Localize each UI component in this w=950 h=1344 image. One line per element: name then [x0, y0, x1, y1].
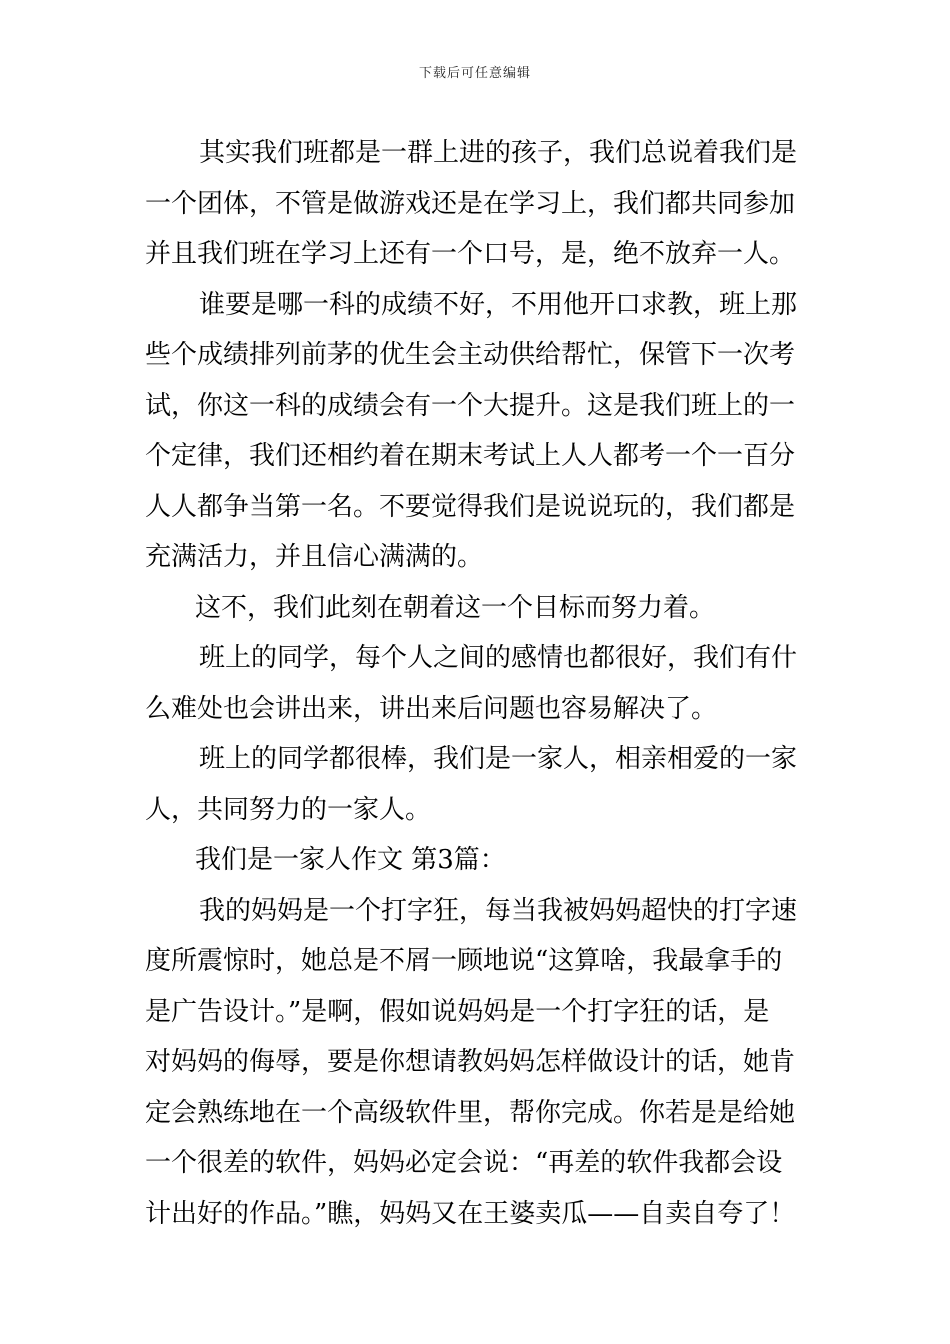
text-line: 是广告设计。”是啊，假如说妈妈是一个打字狂的话，是: [145, 996, 770, 1027]
text-line: 人，共同努力的一家人。: [145, 794, 432, 825]
text-line: 充满活力，并且信心满满的。: [145, 542, 484, 572]
text-line: 班上的同学都很棒，我们是一家人，相亲相爱的一家: [199, 744, 798, 774]
text-line: 并且我们班在学习上还有一个口号，是，绝不放弃一人。: [145, 239, 796, 269]
text-line: 试，你这一科的成绩会有一个大提升。这是我们班上的一: [145, 390, 796, 421]
section-heading: 我们是一家人作文 第3篇：: [195, 845, 506, 875]
text-line: 一个团体，不管是做游戏还是在学习上，我们都共同参加: [145, 188, 796, 219]
text-line: 对妈妈的侮辱，要是你想请教妈妈怎样做设计的话，她肯: [145, 1047, 796, 1077]
text-line: 谁要是哪一科的成绩不好，不用他开口求教，班上那: [199, 289, 798, 320]
text-line: 这不，我们此刻在朝着这一个目标而努力着。: [195, 592, 716, 623]
text-line: 一个很差的软件，妈妈必定会说：“再差的软件我都会设: [145, 1148, 783, 1178]
text-line: 计出好的作品。”瞧，妈妈又在王婆卖瓜——自卖自夸了！: [145, 1198, 796, 1229]
text-line: 我的妈妈是一个打字狂，每当我被妈妈超快的打字速: [199, 895, 798, 926]
text-line: 定会熟练地在一个高级软件里，帮你完成。你若是是给她: [145, 1097, 796, 1128]
text-line: 其实我们班都是一群上进的孩子，我们总说着我们是: [199, 138, 798, 168]
text-line: 班上的同学，每个人之间的感情也都很好，我们有什: [199, 643, 798, 673]
text-line: 些个成绩排列前茅的优生会主动供给帮忙，保管下一次考: [145, 340, 796, 370]
text-line: 个定律，我们还相约着在期末考试上人人都考一个一百分: [145, 441, 796, 471]
header-note: 下载后可任意编辑: [418, 66, 531, 81]
article-body: [145, 128, 807, 1239]
text-line: 么难处也会讲出来，讲出来后问题也容易解决了。: [145, 693, 718, 724]
text-line: 度所震惊时，她总是不屑一顾地说“这算啥，我最拿手的: [145, 946, 783, 976]
text-line: 人人都争当第一名。不要觉得我们是说说玩的，我们都是: [145, 491, 796, 522]
